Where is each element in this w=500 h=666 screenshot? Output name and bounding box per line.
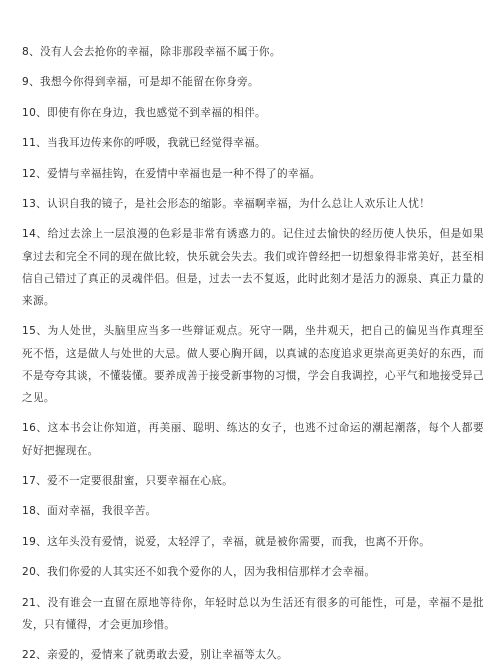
paragraph-16: 16、这本书会让你知道，再美丽、聪明、练达的女子，也逃不过命运的潮起潮落，每个人都要好好把握现在。 [22, 422, 484, 457]
paragraph-20: 20、我们你爱的人其实还不如我个爱你的人，因为我相信那样才会幸福。 [22, 566, 376, 579]
paragraph-15: 15、为人处世，头脑里应当多一些辩证观点。死守一隅，坐井观天，把自己的偏见当作真理至死不悟，这是做人与处世的大忌。做人要心胸开阔，以真诚的态度追求更崇高更美好的东西，而不是夸夸其谈，不懂装懂。要养成善于接受新事物的习惯，学会自我调控，心平气和地接受异己之见。 [22, 325, 484, 404]
paragraph-19: 19、这年头没有爱情，说爱，太轻浮了，幸福，就是被你需要，而我，也离不开你。 [22, 535, 431, 548]
paragraph-11: 11、当我耳边传来你的呼吸，我就已经觉得幸福。 [22, 137, 266, 150]
paragraph-22: 22、亲爱的，爱情来了就勇敢去爱，别让幸福等太久。 [22, 649, 288, 662]
paragraph-18: 18、面对幸福，我很辛苦。 [22, 505, 157, 518]
paragraph-13: 13、认识自我的镜子，是社会形态的缩影。幸福啊幸福，为什么总让人欢乐让人忧！ [22, 197, 431, 210]
paragraph-10: 10、即使有你在身边，我也感觉不到幸福的相伴。 [22, 106, 266, 119]
paragraph-17: 17、爱不一定要很甜蜜，只要幸福在心底。 [22, 474, 234, 487]
paragraph-12: 12、爱情与幸福挂钩，在爱情中幸福也是一种不得了的幸福。 [22, 167, 321, 180]
paragraph-8: 8、没有人会去抢你的幸福，除非那段幸福不属于你。 [22, 46, 281, 58]
paragraph-9: 9、我想今你得到幸福，可是却不能留在你身旁。 [22, 76, 259, 89]
paragraph-21: 21、没有谁会一直留在原地等待你，年轻时总以为生活还有很多的可能性，可是，幸福不是批发，只有懂得，才会更加珍惜。 [22, 596, 484, 631]
paragraph-14: 14、给过去涂上一层浪漫的色彩是非常有诱惑力的。记住过去愉快的经历使人快乐，但是如果拿过去和完全不同的现在做比较，快乐就会失去。我们或许曾经把一切想象得非常美好，甚至相信自己错过了真正的灵魂伴侣。但是，过去一去不复返，此时此刻才是活力的源泉、真正力量的来源。 [22, 228, 484, 307]
